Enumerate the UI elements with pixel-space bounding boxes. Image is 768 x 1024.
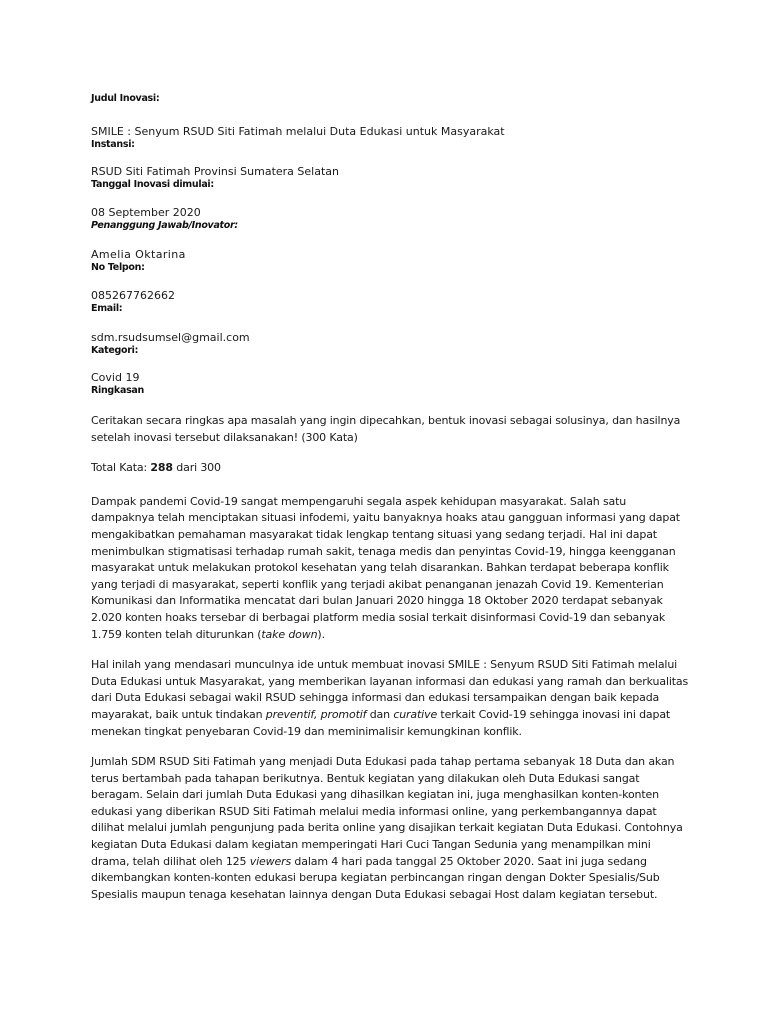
field-label: Tanggal Inovasi dimulai: — [91, 179, 214, 190]
field-value: Covid 19 — [91, 371, 140, 384]
field-penanggung-jawab — [91, 220, 691, 262]
summary-label: Ringkasan — [91, 385, 144, 396]
field-email — [91, 303, 691, 345]
emphasis-text: take down — [261, 627, 318, 641]
field-label: No Telpon: — [91, 262, 145, 273]
word-count-prefix: Total Kata: — [91, 461, 151, 475]
summary-section — [91, 385, 691, 903]
emphasis-text: curative — [393, 707, 438, 721]
word-count — [91, 460, 691, 477]
field-no-telpon — [91, 262, 691, 303]
field-tanggal-inovasi — [91, 179, 691, 220]
field-label: Judul Inovasi: — [91, 93, 160, 104]
paragraph-text: Jumlah SDM RSUD Siti Fatimah yang menjadi Duta Edukasi pada tahap pertama sebanyak 18 Duta dan akan terus bertambah pada tahapan berikutnya. Bentuk kegiatan yang dilakukan oleh Duta Edukasi sangat beragam. Selain dari jumlah Duta Edukasi yang dihasilkan kegiatan ini, juga menghasilkan konten-konten edukasi yang diberikan RSUD Siti Fatimah melalui media informasi online, yang perkembangannya dapat dilihat melalui jumlah pengunjung pada berita online yang disajikan terkait kegiatan Duta Edukasi. Contohnya kegiatan Duta Edukasi dalam kegiatan memperingati Hari Cuci Tangan Sedunia yang menampilkan mini drama, telah dilihat oleh 125 — [91, 755, 683, 868]
emphasis-text: preventif, promotif — [265, 707, 367, 721]
paragraph-text: ). — [317, 627, 325, 641]
field-kategori — [91, 345, 691, 385]
document-page — [91, 93, 691, 903]
field-value: Amelia Oktarina — [91, 248, 186, 261]
body-paragraph-1 — [91, 494, 691, 643]
field-value: 08 September 2020 — [91, 206, 201, 219]
paragraph-text: dan — [366, 707, 394, 721]
field-label: Kategori: — [91, 345, 139, 356]
field-value: 085267762662 — [91, 289, 175, 302]
field-value: sdm.rsudsumsel@gmail.com — [91, 331, 250, 344]
field-instansi — [91, 139, 691, 179]
word-count-value: 288 — [150, 461, 173, 475]
summary-prompt: Ceritakan secara ringkas apa masalah yang ingin dipecahkan, bentuk inovasi sebagai solusinya, dan hasilnya setelah inovasi tersebut dilaksanakan! (300 Kata) — [91, 414, 681, 444]
field-value: SMILE : Senyum RSUD Siti Fatimah melalui Duta Edukasi untuk Masyarakat — [91, 125, 505, 138]
field-judul-inovasi — [91, 93, 691, 139]
emphasis-text: viewers — [249, 854, 292, 868]
paragraph-text: Dampak pandemi Covid-19 sangat mempengaruhi segala aspek kehidupan masyarakat. Salah satu dampaknya telah menciptakan situasi infodemi, yaitu banyaknya hoaks atau gangguan informasi yang dapat mengakibatkan pemahaman masyarakat tidak lengkap tentang situasi yang sedang terjadi. Hal ini dapat menimbulkan stigmatisasi terhadap rumah sakit, tenaga medis dan penyintas Covid-19, hingga keengganan masyarakat untuk melakukan protokol kesehatan yang telah disarankan. Bahkan terdapat beberapa konflik yang terjadi di masyarakat, seperti konflik yang terjadi akibat penanganan jenazah Covid 19. Kementerian Komunikasi dan Informatika mencatat dari bulan Januari 2020 hingga 18 Oktober 2020 terdapat sebanyak 2.020 konten hoaks tersebar di berbagai platform media sosial terkait disinformasi Covid-19 dan sebanyak 1.759 konten telah diturunkan ( — [91, 494, 680, 641]
paragraph-text: Hal inilah yang mendasari munculnya ide untuk membuat inovasi SMILE : Senyum RSUD Siti Fatimah melalui Duta Edukasi untuk Masyarakat, yang memberikan layanan informasi dan edukasi yang ramah dan berkualitas dari Duta Edukasi sebagai wakil RSUD sehingga informasi dan edukasi tersampaikan dengan baik kepada mayarakat, baik untuk tindakan — [91, 658, 689, 721]
paragraph-text: terkait Covid-19 sehingga inovasi ini dapat menekan tingkat penyebaran Covid-19 dan meminimalisir kemungkinan konflik. — [91, 707, 671, 738]
field-value: RSUD Siti Fatimah Provinsi Sumatera Selatan — [91, 165, 339, 178]
field-label: Email: — [91, 303, 123, 314]
word-count-suffix: dari 300 — [172, 461, 221, 475]
body-paragraph-3 — [91, 754, 691, 903]
body-paragraph-2 — [91, 657, 691, 740]
paragraph-text: dalam 4 hari pada tanggal 25 Oktober 2020. Saat ini juga sedang dikembangkan konten-konten edukasi berupa kegiatan perbincangan ringan dengan Dokter Spesialis/Sub Spesialis maupun tenaga kesehatan lainnya dengan Duta Edukasi sebagai Host dalam kegiatan tersebut. — [91, 854, 660, 901]
field-label: Penanggung Jawab/Inovator: — [91, 220, 238, 231]
field-label: Instansi: — [91, 139, 135, 150]
